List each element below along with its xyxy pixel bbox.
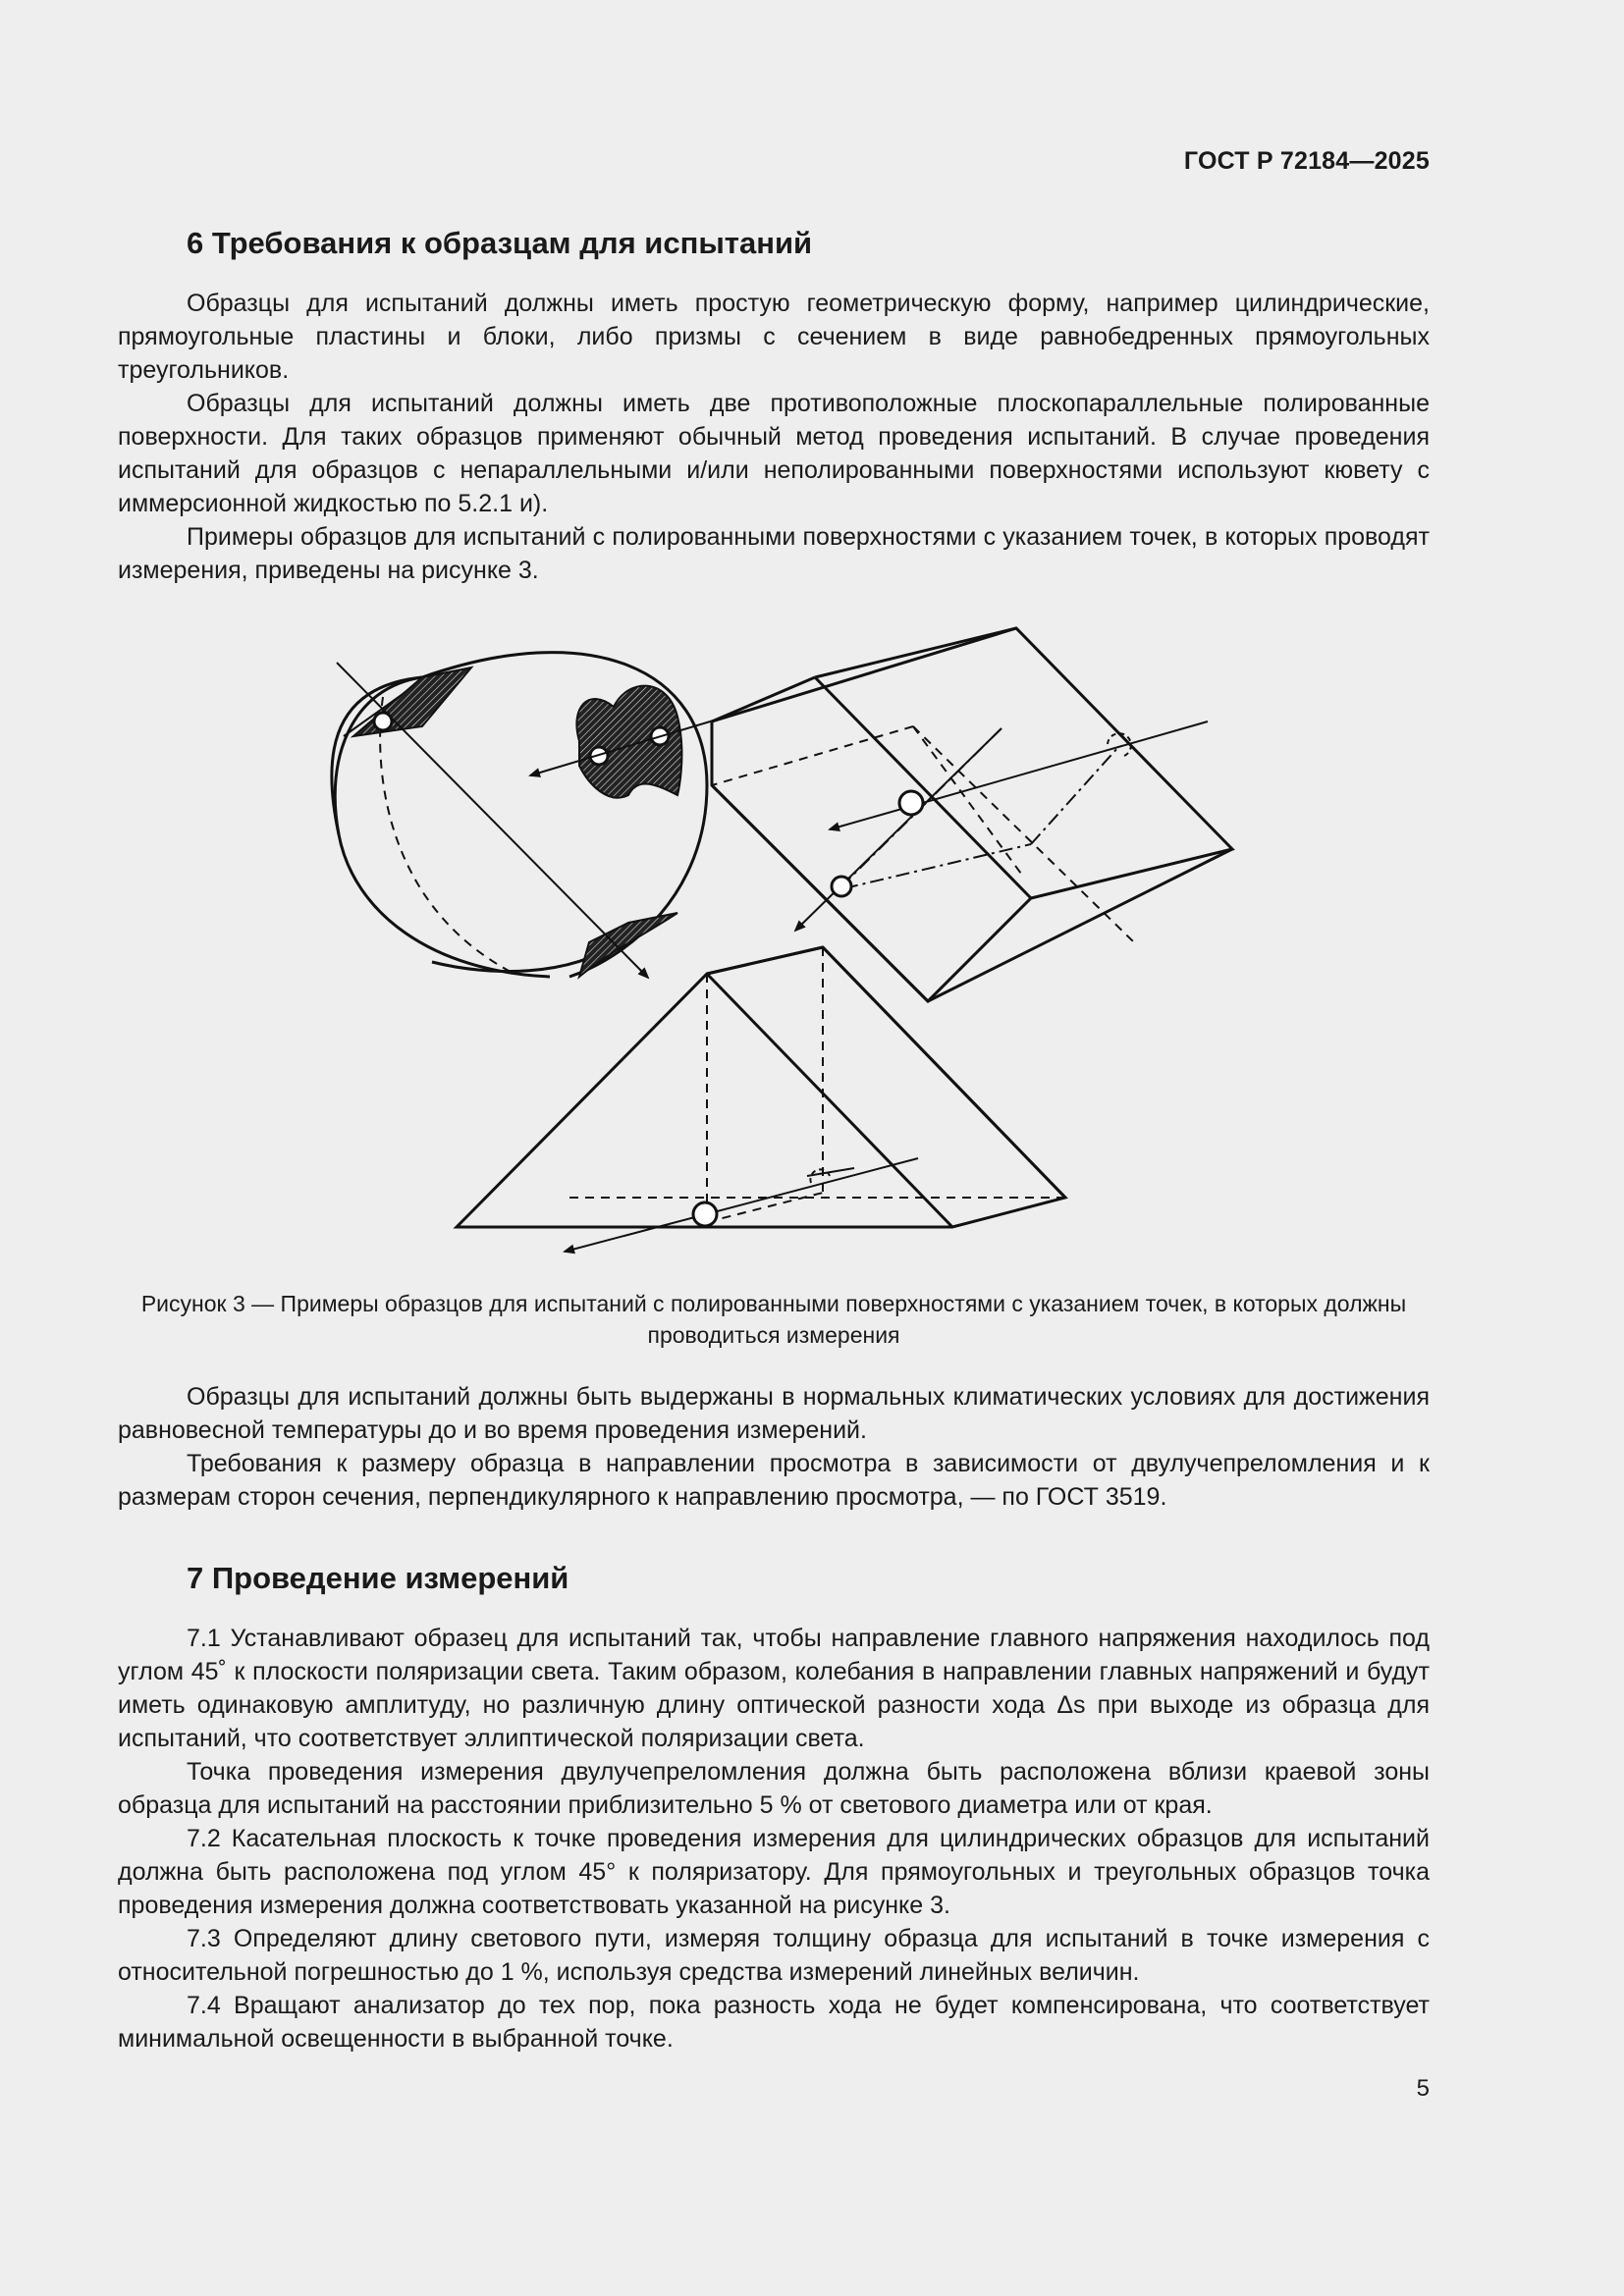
paragraph: 7.4 Вращают анализатор до тех пор, пока разность хода не будет компенсирована, что соответствует минимальной освещенности в выбранной точке. xyxy=(118,1992,1430,2053)
paragraph: Требования к размеру образца в направлении просмотра в зависимости от двулучепреломления и к размерам сторон сечения, перпендикулярного к направлению просмотра, — по ГОСТ 3519. xyxy=(118,1450,1430,1511)
triangular-prism-sample xyxy=(457,947,1065,1252)
paragraph: Точка проведения измерения двулучепреломления должна быть расположена вблизи краевой зоны образца для испытаний на расстоянии приблизительно 5 % от светового диаметра или от края. xyxy=(118,1758,1430,1819)
paragraph: Образцы для испытаний должны иметь простую геометрическую форму, например цилиндрические, прямоугольные пластины и блоки, либо призмы с сечением в виде равнобедренных прямоугольных треугольников. xyxy=(118,290,1430,384)
document-code: ГОСТ Р 72184—2025 xyxy=(1183,147,1430,175)
page-number: 5 xyxy=(1416,2075,1430,2102)
figure-caption: Рисунок 3 — Примеры образцов для испытаний с полированными поверхностями с указанием точек, в которых должны проводиться измерения xyxy=(140,1291,1407,1348)
figure-3-samples-drawing xyxy=(295,609,1257,1296)
paragraph: 7.2 Касательная плоскость к точке проведения измерения для цилиндрических образцов для испытаний должна быть расположена под углом 45° к поляризатору. Для прямоугольных и треугольных образцов точка проведения измерения должна соответствовать указанной на рисунке 3. xyxy=(118,1825,1430,1919)
section-6-text xyxy=(118,287,1430,587)
paragraph: 7.3 Определяют длину светового пути, измеряя толщину образца для испытаний в точке измерения с относительной погрешностью до 1 %, используя средства измерений линейных величин. xyxy=(118,1925,1430,1986)
section-6-text-after-figure xyxy=(118,1380,1430,1514)
paragraph: 7.1 Устанавливают образец для испытаний так, чтобы направление главного напряжения находилось под углом 45˚ к плоскости поляризации света. Таким образом, колебания в направлении главных напряжений и будут иметь одинаковую амплитуду, но различную длину оптической разности хода Δs при выходе из образца для испытаний, что соответствует эллиптической поляризации света. xyxy=(118,1625,1430,1752)
paragraph: Образцы для испытаний должны иметь две противоположные плоскопараллельные полированные поверхности. Для таких образцов применяют обычный метод проведения испытаний. В случае проведения испытаний для образцов с непараллельными и/или неполированными поверхностями используют кювету с иммерсионной жидкостью по 5.2.1 и). xyxy=(118,390,1430,517)
section-7-text xyxy=(118,1622,1430,2056)
cylinder-sample xyxy=(332,653,727,978)
section-7-title: 7 Проведение измерений xyxy=(187,1561,569,1595)
rectangular-block-sample xyxy=(712,628,1232,1001)
paragraph: Примеры образцов для испытаний с полированными поверхностями с указанием точек, в которых проводят измерения, приведены на рисунке 3. xyxy=(118,523,1430,584)
section-6-title: 6 Требования к образцам для испытаний xyxy=(187,226,813,260)
paragraph: Образцы для испытаний должны быть выдержаны в нормальных климатических условиях для достижения равновесной температуры до и во время проведения измерений. xyxy=(118,1383,1430,1444)
